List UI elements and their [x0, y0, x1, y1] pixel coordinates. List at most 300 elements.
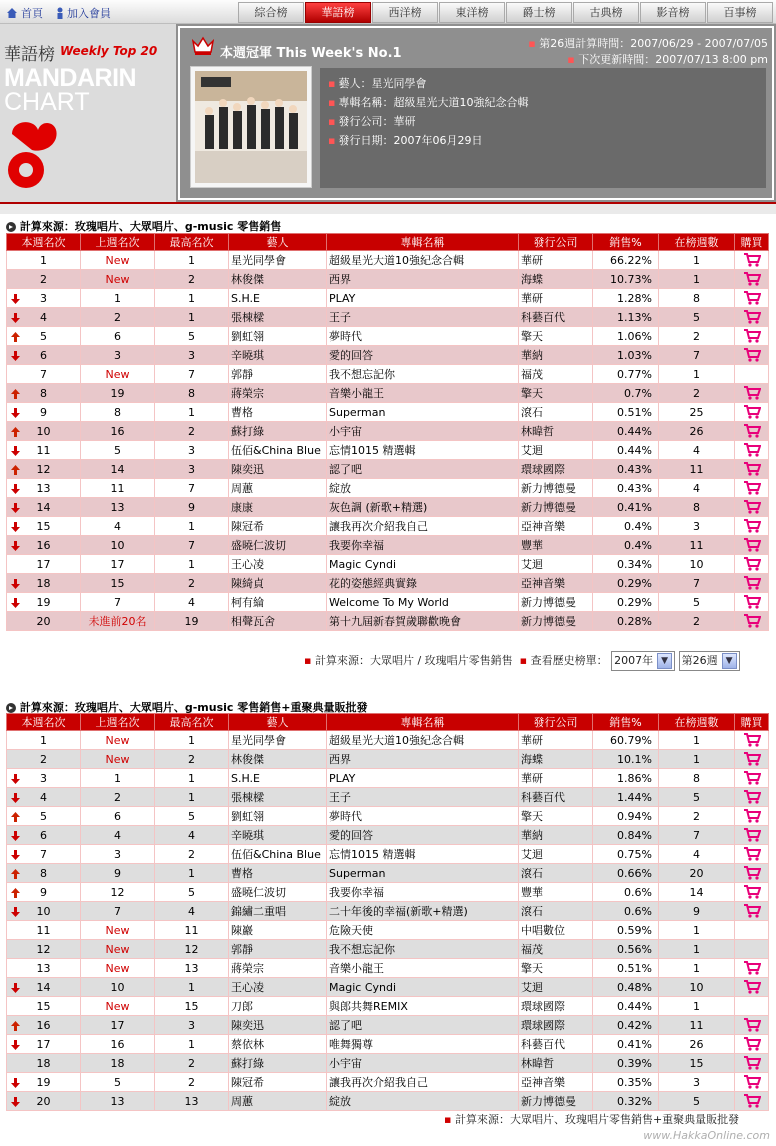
weeks-cell	[659, 612, 735, 631]
weeks-cell	[659, 1054, 735, 1073]
chart-period: ▪ 第26週計算時間：2007/06/29 - 2007/07/05 ▪ 下次更新時間：2007/07/13 8:00 pm	[528, 37, 768, 66]
peak-cell	[155, 883, 229, 902]
weeks-cell	[659, 403, 735, 422]
buy-cell[interactable]	[735, 498, 769, 517]
album-cell-text: 灰色調 (新歌+精選)	[329, 501, 428, 514]
last-week-cell	[81, 555, 155, 574]
weeks-cell-text: 7	[693, 348, 700, 362]
rank-cell-text: 4	[40, 790, 47, 804]
table-row	[7, 845, 769, 864]
album-cell-text: Superman	[329, 866, 386, 880]
chevron-down-icon: ▼	[722, 653, 737, 669]
peak-cell-text: 2	[188, 576, 195, 590]
label-cell-text: 豐華	[521, 539, 543, 552]
rank-cell-text: 5	[40, 809, 47, 823]
rank-cell-text: 11	[36, 443, 51, 457]
rank-cell-text: 1	[40, 733, 47, 747]
last-week-cell	[81, 864, 155, 883]
album-info	[320, 68, 766, 188]
artist-cell	[229, 517, 327, 536]
buy-cell[interactable]	[735, 536, 769, 555]
table-row	[7, 826, 769, 845]
table-row	[7, 593, 769, 612]
next-update: 下次更新時間：2007/07/13 8:00 pm	[578, 53, 768, 66]
cart-icon[interactable]	[743, 576, 761, 590]
weeks-cell-text: 8	[693, 500, 700, 514]
peak-cell-text: 4	[188, 904, 195, 918]
peak-cell-text: 13	[184, 961, 199, 975]
peak-cell-text: 2	[188, 752, 195, 766]
sales-pct-cell-text: 0.43%	[617, 462, 652, 476]
rank-cell-text: 6	[40, 348, 47, 362]
last-week-cell	[81, 479, 155, 498]
cart-icon[interactable]	[743, 885, 761, 899]
buy-cell[interactable]	[735, 883, 769, 902]
buy-cell[interactable]	[735, 460, 769, 479]
rank-cell	[7, 536, 81, 555]
label-cell	[519, 327, 593, 346]
weeks-cell	[659, 902, 735, 921]
peak-cell-text: 2	[188, 847, 195, 861]
buy-cell[interactable]	[735, 403, 769, 422]
sales-pct-cell-text: 0.29%	[617, 595, 652, 609]
info-label-row: ▪ 發行公司：華研	[328, 115, 416, 128]
cart-icon[interactable]	[743, 847, 761, 861]
sales-pct-cell-text: 0.42%	[617, 1018, 652, 1032]
rank-cell	[7, 1035, 81, 1054]
tab-western[interactable]: 西洋榜	[372, 2, 438, 23]
artist-cell-text: 盛曉仁波切	[231, 886, 286, 899]
buy-cell[interactable]	[735, 517, 769, 536]
last-week-cell-text: 7	[114, 904, 121, 918]
tab-jazz[interactable]: 爵士榜	[506, 2, 572, 23]
sales-pct-cell	[593, 403, 659, 422]
label-cell	[519, 1016, 593, 1035]
cart-icon[interactable]	[743, 481, 761, 495]
weeks-cell	[659, 441, 735, 460]
weeks-cell	[659, 270, 735, 289]
info-artist-row: ▪ 藝人：星光同學會	[328, 77, 427, 90]
rank-cell	[7, 384, 81, 403]
peak-cell	[155, 959, 229, 978]
cart-icon[interactable]	[743, 519, 761, 533]
buy-cell[interactable]	[735, 612, 769, 631]
table-row	[7, 289, 769, 308]
cart-icon[interactable]	[743, 329, 761, 343]
weeks-cell	[659, 251, 735, 270]
cart-icon[interactable]	[743, 405, 761, 419]
cart-icon[interactable]	[743, 828, 761, 842]
weeks-cell-text: 25	[689, 405, 704, 419]
home-link[interactable]	[6, 5, 43, 21]
weeks-cell	[659, 479, 735, 498]
rank-cell-text: 19	[36, 1075, 51, 1089]
rank-cell	[7, 555, 81, 574]
buy-cell[interactable]	[735, 807, 769, 826]
buy-cell[interactable]	[735, 479, 769, 498]
rank-cell-text: 3	[40, 771, 47, 785]
last-week-cell	[81, 769, 155, 788]
label-cell	[519, 612, 593, 631]
label-cell	[519, 731, 593, 750]
table-row	[7, 997, 769, 1016]
history-label: 查看歷史榜單：	[530, 654, 608, 667]
buy-cell[interactable]	[735, 902, 769, 921]
weeks-cell	[659, 845, 735, 864]
chart2-footer: ▪ 計算來源：大眾唱片、玫瑰唱片零售銷售+重聚典量販批發	[444, 1113, 740, 1126]
buy-cell[interactable]	[735, 731, 769, 750]
last-week-cell-text: New	[105, 961, 130, 975]
buy-cell[interactable]	[735, 826, 769, 845]
buy-cell[interactable]	[735, 1092, 769, 1111]
last-week-cell-text: 10	[110, 538, 125, 552]
buy-cell[interactable]	[735, 788, 769, 807]
arrow-down-icon	[11, 408, 20, 418]
sales-pct-cell-text: 0.4%	[624, 519, 652, 533]
last-week-cell-text: 17	[110, 1018, 125, 1032]
info-label: 發行公司：華研	[338, 115, 416, 128]
label-cell	[519, 441, 593, 460]
col-sales-pct: 銷售%	[593, 714, 659, 731]
weeks-cell-text: 7	[693, 576, 700, 590]
peak-cell	[155, 1054, 229, 1073]
last-week-cell-text: 9	[114, 866, 121, 880]
peak-cell	[155, 384, 229, 403]
peak-cell	[155, 460, 229, 479]
cart-icon[interactable]	[743, 961, 761, 975]
arrow-down-icon	[11, 850, 20, 860]
artist-cell-text: 曹格	[231, 406, 253, 419]
label-cell	[519, 365, 593, 384]
weeks-cell-text: 7	[693, 828, 700, 842]
label-cell-text: 新力博德曼	[521, 1095, 576, 1108]
weeks-cell-text: 2	[693, 386, 700, 400]
cart-icon[interactable]	[743, 752, 761, 766]
label-cell	[519, 883, 593, 902]
last-week-cell-text: 3	[114, 847, 121, 861]
bullet-arrow-icon	[6, 222, 16, 232]
buy-cell[interactable]	[735, 864, 769, 883]
buy-cell[interactable]	[735, 845, 769, 864]
week-select[interactable]	[679, 651, 740, 671]
cart-icon[interactable]	[743, 1018, 761, 1032]
label-cell	[519, 460, 593, 479]
buy-cell[interactable]	[735, 978, 769, 997]
buy-cell[interactable]	[735, 1016, 769, 1035]
label-cell	[519, 574, 593, 593]
label-cell-text: 林暐哲	[521, 1057, 554, 1070]
cart-icon[interactable]	[743, 500, 761, 514]
cart-icon[interactable]	[743, 291, 761, 305]
buy-cell[interactable]	[735, 555, 769, 574]
rank-cell-text: 1	[40, 253, 47, 267]
peak-cell-text: 2	[188, 272, 195, 286]
buy-cell[interactable]	[735, 769, 769, 788]
table-row	[7, 517, 769, 536]
rank-cell-text: 16	[36, 538, 51, 552]
cart-icon[interactable]	[743, 904, 761, 918]
cart-icon[interactable]	[743, 1075, 761, 1089]
peak-cell-text: 3	[188, 462, 195, 476]
table-row	[7, 959, 769, 978]
weeks-cell-text: 20	[689, 866, 704, 880]
sales-pct-cell-text: 0.44%	[617, 443, 652, 457]
cart-icon[interactable]	[743, 462, 761, 476]
buy-cell[interactable]	[735, 270, 769, 289]
buy-cell[interactable]	[735, 593, 769, 612]
peak-cell	[155, 498, 229, 517]
last-week-cell-text: New	[105, 942, 130, 956]
rank-cell	[7, 1092, 81, 1111]
tab-mandarin[interactable]: 華語榜	[305, 2, 371, 23]
cart-icon[interactable]	[743, 809, 761, 823]
cart-icon[interactable]	[743, 424, 761, 438]
cart-icon[interactable]	[743, 557, 761, 571]
weeks-cell-text: 26	[689, 1037, 704, 1051]
sales-pct-cell-text: 0.28%	[617, 614, 652, 628]
artist-cell	[229, 593, 327, 612]
chart1-source: 計算來源：大眾唱片 / 玫瑰唱片零售銷售	[314, 654, 513, 667]
last-week-cell-text: New	[105, 367, 130, 381]
tab-japanese[interactable]: 東洋榜	[439, 2, 505, 23]
buy-cell	[735, 997, 769, 1016]
last-week-cell	[81, 940, 155, 959]
sales-pct-cell-text: 0.77%	[617, 367, 652, 381]
weeks-cell	[659, 289, 735, 308]
label-cell	[519, 788, 593, 807]
album-cell	[327, 731, 519, 750]
last-week-cell	[81, 1035, 155, 1054]
sales-pct-cell	[593, 270, 659, 289]
cart-icon[interactable]	[743, 538, 761, 552]
arrow-down-icon	[11, 446, 20, 456]
last-week-cell	[81, 574, 155, 593]
cart-icon[interactable]	[743, 614, 761, 628]
album-cell	[327, 574, 519, 593]
artist-cell-text: 林俊傑	[231, 753, 264, 766]
artist-cell-text: 王心凌	[231, 981, 264, 994]
cart-icon[interactable]	[743, 771, 761, 785]
album-cell-text: 我不想忘記你	[329, 368, 395, 381]
table-row	[7, 479, 769, 498]
artist-cell-text: 星光同學會	[231, 734, 286, 747]
artist-cell	[229, 883, 327, 902]
rank-cell-text: 10	[36, 904, 51, 918]
rank-cell	[7, 270, 81, 289]
label-cell	[519, 1035, 593, 1054]
buy-cell[interactable]	[735, 1035, 769, 1054]
cart-icon[interactable]	[743, 980, 761, 994]
album-cover[interactable]	[190, 66, 312, 188]
buy-cell[interactable]	[735, 384, 769, 403]
buy-cell[interactable]	[735, 750, 769, 769]
week-select-value: 第26週	[681, 654, 718, 667]
tab-video[interactable]: 影音榜	[640, 2, 706, 23]
artist-cell-text: 星光同學會	[231, 254, 286, 267]
sales-pct-cell-text: 1.03%	[617, 348, 652, 362]
artist-cell	[229, 864, 327, 883]
artist-cell	[229, 498, 327, 517]
buy-cell[interactable]	[735, 1054, 769, 1073]
peak-cell-text: 2	[188, 1056, 195, 1070]
sales-pct-cell	[593, 1016, 659, 1035]
tab-pop[interactable]: 百事榜	[707, 2, 773, 23]
sales-pct-cell	[593, 864, 659, 883]
arrow-down-icon	[11, 503, 20, 513]
artist-cell-text: 陳奕迅	[231, 463, 264, 476]
peak-cell	[155, 612, 229, 631]
sales-pct-cell-text: 0.34%	[617, 557, 652, 571]
rank-cell-text: 2	[40, 752, 47, 766]
sales-pct-cell	[593, 1073, 659, 1092]
artist-cell-text: 辛曉琪	[231, 349, 264, 362]
artist-cell-text: S.H.E	[231, 291, 261, 305]
artist-cell	[229, 403, 327, 422]
cart-icon[interactable]	[743, 443, 761, 457]
year-select[interactable]	[611, 651, 675, 671]
rank-cell	[7, 750, 81, 769]
table-row	[7, 750, 769, 769]
last-week-cell	[81, 883, 155, 902]
cart-icon[interactable]	[743, 866, 761, 880]
album-cell	[327, 883, 519, 902]
weeks-cell	[659, 327, 735, 346]
col-artist: 藝人	[229, 714, 327, 731]
chart1-title-text: 計算來源：玫瑰唱片、大眾唱片、g-music 零售銷售	[19, 220, 282, 233]
label-cell-text: 亞神音樂	[521, 1076, 565, 1089]
join-member-label: 加入會員	[67, 7, 111, 20]
last-week-cell	[81, 365, 155, 384]
album-cell	[327, 1035, 519, 1054]
rank-cell	[7, 441, 81, 460]
peak-cell-text: 8	[188, 386, 195, 400]
cart-icon[interactable]	[743, 1094, 761, 1108]
cart-icon[interactable]	[743, 310, 761, 324]
rank-cell-text: 5	[40, 329, 47, 343]
calc-period: 第26週計算時間：2007/06/29 - 2007/07/05	[539, 37, 768, 50]
sales-pct-cell-text: 1.13%	[617, 310, 652, 324]
table-row	[7, 441, 769, 460]
col-weeks: 在榜週數	[659, 714, 735, 731]
weeks-cell-text: 15	[689, 1056, 704, 1070]
col-album: 專輯名稱	[327, 234, 519, 251]
table-row	[7, 612, 769, 631]
artist-cell	[229, 902, 327, 921]
buy-cell[interactable]	[735, 1073, 769, 1092]
sales-pct-cell	[593, 593, 659, 612]
artist-cell-text: 辛曉琪	[231, 829, 264, 842]
weeks-cell-text: 9	[693, 904, 700, 918]
sales-pct-cell	[593, 498, 659, 517]
cart-icon[interactable]	[743, 386, 761, 400]
weeks-cell	[659, 978, 735, 997]
tab-classical[interactable]: 古典榜	[573, 2, 639, 23]
peak-cell	[155, 346, 229, 365]
arrow-down-icon	[11, 907, 20, 917]
info-artist: 藝人：星光同學會	[338, 77, 427, 90]
weeks-cell-text: 2	[693, 809, 700, 823]
buy-cell[interactable]	[735, 422, 769, 441]
buy-cell[interactable]	[735, 959, 769, 978]
last-week-cell	[81, 498, 155, 517]
rank-cell	[7, 251, 81, 270]
album-cell	[327, 826, 519, 845]
cart-icon[interactable]	[743, 595, 761, 609]
sales-pct-cell	[593, 327, 659, 346]
buy-cell[interactable]	[735, 346, 769, 365]
label-cell-text: 滾石	[521, 867, 543, 880]
table-row	[7, 346, 769, 365]
album-cell-text: 與郎共舞REMIX	[329, 1000, 408, 1013]
artist-cell-text: 蘇打綠	[231, 425, 264, 438]
peak-cell	[155, 788, 229, 807]
sales-pct-cell	[593, 1035, 659, 1054]
label-cell	[519, 1073, 593, 1092]
album-cell	[327, 460, 519, 479]
cart-icon[interactable]	[743, 1056, 761, 1070]
buy-cell[interactable]	[735, 327, 769, 346]
last-week-cell-text: 19	[110, 386, 125, 400]
label-cell	[519, 270, 593, 289]
album-cell-text: 我要你幸福	[329, 886, 384, 899]
buy-cell[interactable]	[735, 308, 769, 327]
cart-icon[interactable]	[743, 733, 761, 747]
last-week-cell-text: 未進前20名	[88, 615, 147, 628]
album-cell	[327, 593, 519, 612]
weeks-cell-text: 26	[689, 424, 704, 438]
cart-icon[interactable]	[743, 272, 761, 286]
album-cell	[327, 940, 519, 959]
artist-cell	[229, 251, 327, 270]
peak-cell	[155, 251, 229, 270]
rank-cell	[7, 769, 81, 788]
buy-cell[interactable]	[735, 251, 769, 270]
cart-icon[interactable]	[743, 253, 761, 267]
rank-cell-text: 3	[40, 291, 47, 305]
join-member-link[interactable]	[56, 5, 111, 21]
sales-pct-cell-text: 1.06%	[617, 329, 652, 343]
buy-cell[interactable]	[735, 574, 769, 593]
weeks-cell	[659, 921, 735, 940]
artist-cell	[229, 1092, 327, 1111]
label-cell	[519, 384, 593, 403]
last-week-cell	[81, 997, 155, 1016]
cart-icon[interactable]	[743, 1037, 761, 1051]
album-cell-text: 西界	[329, 753, 351, 766]
cart-icon[interactable]	[743, 348, 761, 362]
info-release-row: ▪ 發行日期：2007年06月29日	[328, 134, 483, 147]
rank-cell	[7, 978, 81, 997]
last-week-cell-text: 6	[114, 809, 121, 823]
peak-cell	[155, 769, 229, 788]
cart-icon[interactable]	[743, 790, 761, 804]
weeks-cell	[659, 959, 735, 978]
tab-overall[interactable]: 綜合榜	[238, 2, 304, 23]
rank-cell	[7, 997, 81, 1016]
album-cell	[327, 479, 519, 498]
sales-pct-cell-text: 1.44%	[617, 790, 652, 804]
last-week-cell	[81, 826, 155, 845]
buy-cell[interactable]	[735, 289, 769, 308]
peak-cell	[155, 479, 229, 498]
artist-cell-text: 盛曉仁波切	[231, 539, 286, 552]
label-cell	[519, 959, 593, 978]
label-cell	[519, 1092, 593, 1111]
buy-cell[interactable]	[735, 441, 769, 460]
album-cover-image	[191, 67, 311, 187]
weeks-cell	[659, 593, 735, 612]
label-cell	[519, 864, 593, 883]
